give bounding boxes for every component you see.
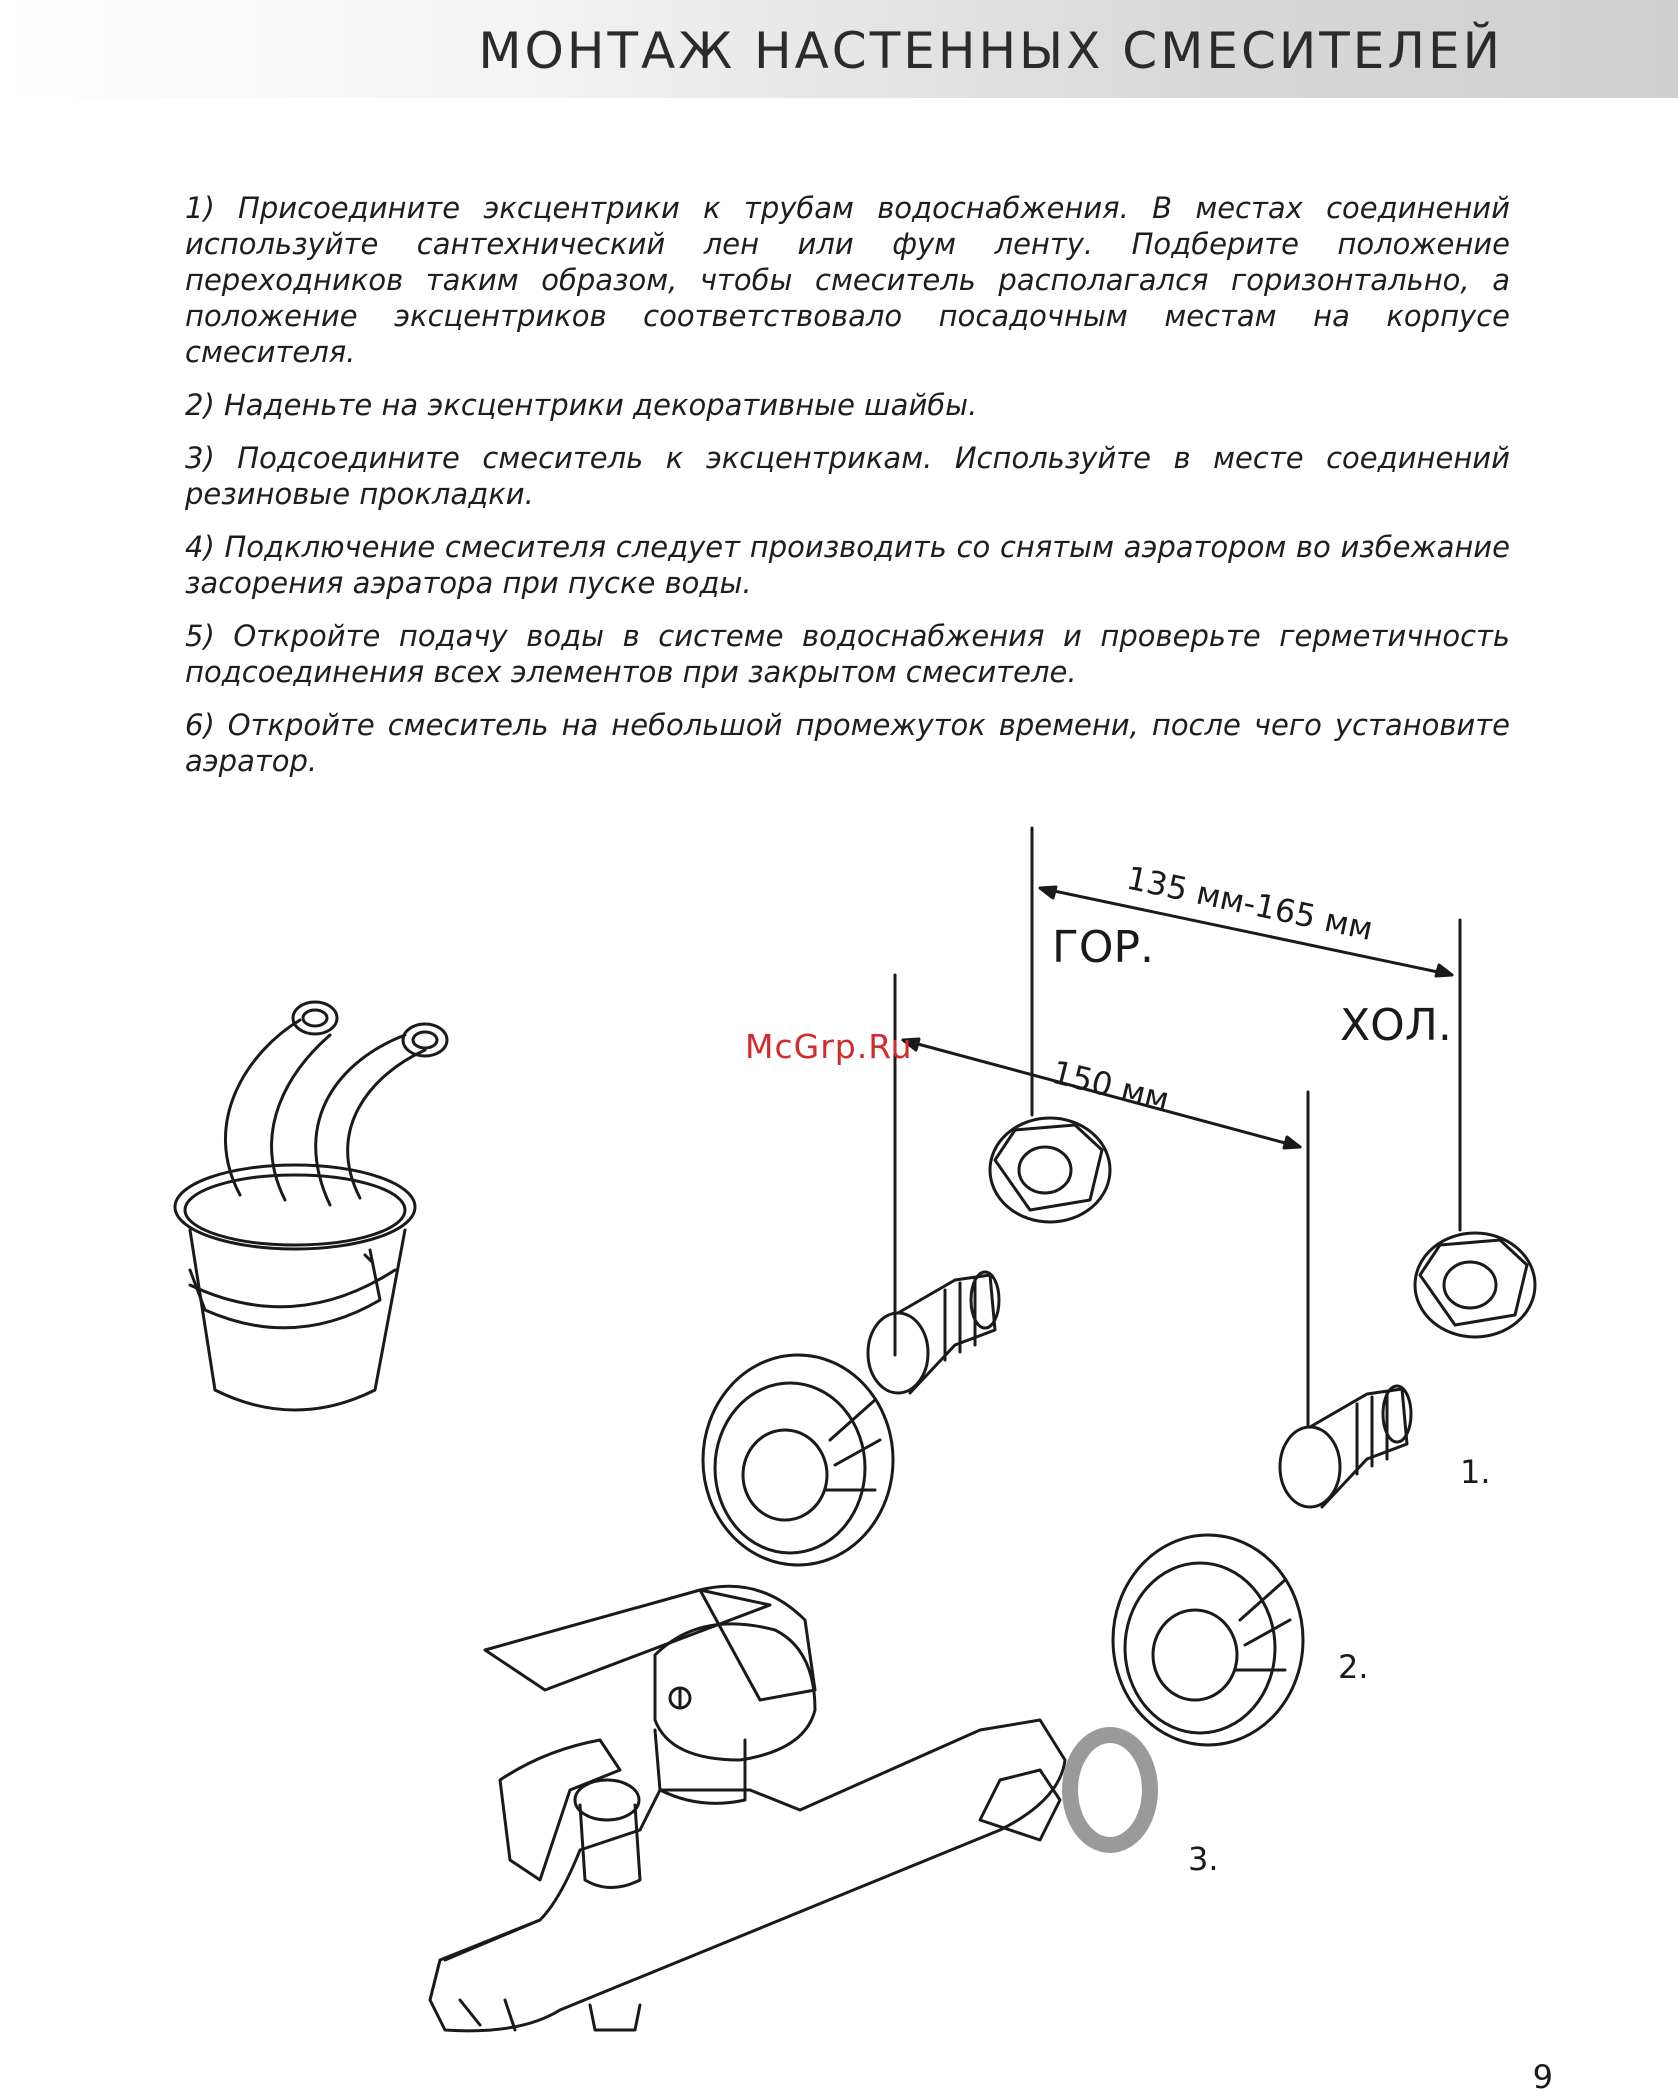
dimension-outer-label: 135 мм-165 мм: [1123, 858, 1377, 948]
page-number: 9: [1532, 2058, 1553, 2096]
hot-label: ГОР.: [1052, 922, 1154, 973]
step-1-label: 1.: [1460, 1453, 1491, 1491]
mixer-icon: [430, 1586, 1065, 2031]
hex-nut-hot-icon: [990, 1118, 1110, 1222]
step-3-label: 3.: [1188, 1840, 1219, 1878]
bucket-icon: [175, 1002, 447, 1410]
hex-nut-cold-icon: [1415, 1233, 1535, 1337]
step-2-label: 2.: [1338, 1648, 1369, 1686]
instruction-step-3: 3) Подсоедините смеситель к эксцентрикам. Используйте в месте соединений резиновые прокладки.: [185, 441, 1510, 511]
eccentric-hot-icon: [868, 1272, 999, 1393]
cold-label: ХОЛ.: [1340, 1000, 1452, 1051]
instruction-step-6: 6) Откройте смеситель на небольшой промежуток времени, после чего установите аэратор.: [185, 708, 1510, 778]
flange-cold-icon: [1113, 1535, 1303, 1745]
dimension-inner-label: 150 мм: [1048, 1052, 1174, 1119]
watermark: McGrp.Ru: [745, 1027, 913, 1066]
gasket-icon: [1070, 1735, 1150, 1845]
instruction-step-2: 2) Наденьте на эксцентрики декоративные шайбы.: [185, 388, 978, 422]
flange-hot-icon: [703, 1355, 893, 1565]
page-title: МОНТАЖ НАСТЕННЫХ СМЕСИТЕЛЕЙ: [478, 22, 1503, 80]
instruction-step-5: 5) Откройте подачу воды в системе водоснабжения и проверьте герметичность подсоединения всех элементов при закрытом смесителе.: [185, 619, 1510, 689]
instruction-step-1: 1) Присоедините эксцентрики к трубам водоснабжения. В местах соединений используйте сантехнический лен или фум ленту. Подберите положение переходников таким образом, чтобы смеситель располагался горизонтально, а положение эксцентриков соответствовало посадочным местам на корпусе смесителя.: [185, 191, 1510, 369]
instruction-step-4: 4) Подключение смесителя следует производить со снятым аэратором во избежание засорения аэратора при пуске воды.: [185, 530, 1510, 600]
eccentric-cold-icon: [1280, 1386, 1411, 1507]
